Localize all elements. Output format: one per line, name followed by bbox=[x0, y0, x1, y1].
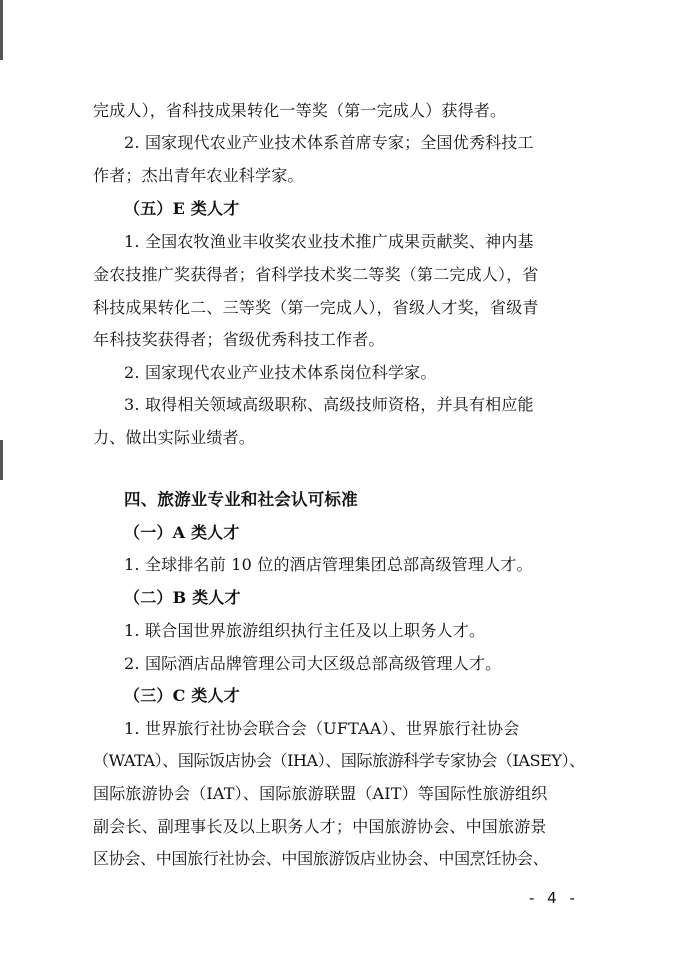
section-heading: （一）A 类人才 bbox=[124, 523, 240, 542]
section-heading: （二）B 类人才 bbox=[124, 588, 241, 607]
text-line: 金农技推广奖获得者；省科学技术奖二等奖（第二完成人），省 bbox=[93, 265, 539, 284]
text-line: 区协会、中国旅行社协会、中国旅游饭店业协会、中国烹饪协会、 bbox=[93, 849, 549, 868]
text-line: 1. 全国农牧渔业丰收奖农业技术推广成果贡献奖、神内基 bbox=[124, 232, 534, 251]
text-line: 2. 国家现代农业产业技术体系岗位科学家。 bbox=[124, 363, 437, 382]
text-line: 国际旅游协会（IAT）、国际旅游联盟（AIT）等国际性旅游组织 bbox=[93, 784, 548, 803]
text-line: 完成人），省科技成果转化一等奖（第一完成人）获得者。 bbox=[93, 101, 507, 120]
scan-edge-mark bbox=[0, 0, 3, 60]
text-line: 年科技奖获得者；省级优秀科技工作者。 bbox=[93, 330, 385, 349]
page-number: - 4 - bbox=[529, 889, 579, 907]
text-line: 2. 国际酒店品牌管理公司大区级总部高级管理人才。 bbox=[124, 654, 502, 673]
text-line: 作者；杰出青年农业科学家。 bbox=[93, 166, 304, 185]
text-line: （WATA）、国际饭店协会（IHA）、国际旅游科学专家协会（IASEY）、 bbox=[93, 751, 585, 770]
text-line: 1. 世界旅行社协会联合会（UFTAA）、世界旅行社协会 bbox=[124, 719, 520, 738]
text-line: 科技成果转化二、三等奖（第一完成人），省级人才奖，省级青 bbox=[93, 298, 539, 317]
text-line: 1. 联合国世界旅游组织执行主任及以上职务人才。 bbox=[124, 621, 486, 640]
text-line: 副会长、副理事长及以上职务人才；中国旅游协会、中国旅游景 bbox=[93, 817, 547, 836]
chapter-heading: 四、旅游业专业和社会认可标准 bbox=[124, 490, 358, 509]
text-line: 1. 全球排名前 10 位的酒店管理集团总部高级管理人才。 bbox=[124, 555, 533, 574]
text-line: 力、做出实际业绩者。 bbox=[93, 428, 256, 447]
section-heading: （五）E 类人才 bbox=[124, 199, 240, 218]
scan-edge-mark bbox=[0, 440, 3, 480]
text-line: 2. 国家现代农业产业技术体系首席专家；全国优秀科技工 bbox=[124, 133, 534, 152]
text-line: 3. 取得相关领域高级职称、高级技师资格，并具有相应能 bbox=[124, 395, 534, 414]
section-heading: （三）C 类人才 bbox=[124, 686, 240, 705]
